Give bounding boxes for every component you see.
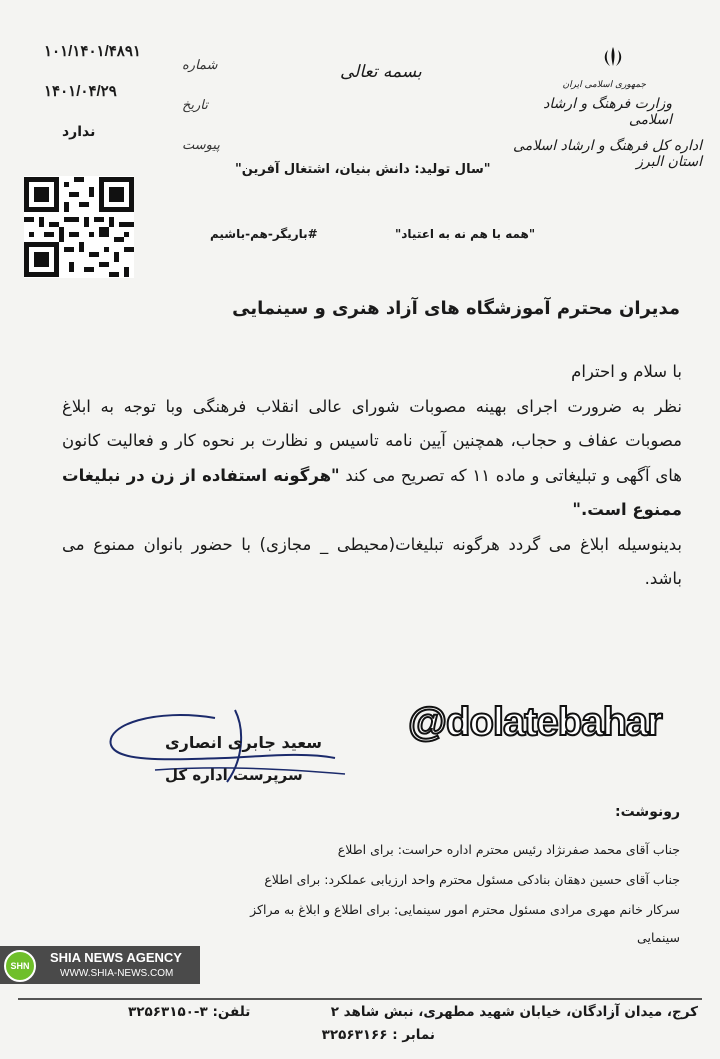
letter-number: ۱۰۱/۱۴۰۱/۴۸۹۱ bbox=[44, 43, 141, 60]
cc-line: جناب آقای محمد صفرنژاد رئیس محترم اداره حراست: برای اطلاع bbox=[337, 842, 680, 857]
letterhead-office: اداره کل فرهنگ و ارشاد اسلامی استان البرز bbox=[513, 138, 702, 170]
greeting: با سلام و احترام bbox=[571, 362, 682, 381]
body-paragraph bbox=[62, 390, 682, 528]
letter-body bbox=[62, 355, 682, 597]
cc-line: سینمایی bbox=[637, 930, 680, 945]
body-text-before: نظر به ضرورت اجرای بهینه مصوبات شورای عالی انقلاب فرهنگی وبا توجه به ابلاغ مصوبات عفاف و حجاب، همچنین آیین نامه تاسیس و نظارت بر نحوه کار و فعالیت کانون های آگهی و تبلیغاتی و ماده ۱۱ که تصریح می کند bbox=[62, 396, 682, 485]
anti-addiction-slogan: "همه با هم نه به اعتیاد" bbox=[395, 227, 536, 241]
letterhead-ministry: وزارت فرهنگ و ارشاد اسلامی bbox=[543, 96, 672, 128]
number-label: شماره bbox=[182, 58, 218, 73]
footer-telephone: تلفن: ۳-۳۲۵۶۳۱۵۰ bbox=[128, 1004, 251, 1020]
date-label: تاریخ bbox=[182, 98, 208, 113]
qr-code bbox=[24, 176, 134, 278]
letter-date: ۱۴۰۱/۰۴/۲۹ bbox=[44, 83, 117, 100]
agency-logo: SHN bbox=[4, 950, 36, 982]
year-slogan: "سال تولید: دانش بنیان، اشتغال آفرین" bbox=[235, 162, 491, 177]
footer-address: کرج، میدان آزادگان، خیابان شهید مطهری، نبش شاهد ۲ bbox=[330, 1004, 698, 1020]
cc-line: سرکار خانم مهری مرادی مسئول محترم امور سینمایی: برای اطلاع و ابلاغ به مراکز bbox=[250, 902, 680, 917]
footer-divider bbox=[18, 998, 702, 1000]
letterhead bbox=[502, 44, 702, 170]
signer-title: سرپرست اداره کل bbox=[165, 766, 303, 784]
signer-name: سعید جابری انصاری bbox=[165, 733, 322, 752]
hashtag-slogan: #باریگر-هم-باشیم bbox=[210, 227, 318, 241]
recipient-heading: مدیران محترم آموزشگاه های آزاد هنری و سینمایی bbox=[232, 298, 680, 319]
agency-url: WWW.SHIA-NEWS.COM bbox=[60, 968, 174, 979]
attachment-label: پیوست bbox=[182, 138, 220, 153]
iran-emblem-icon bbox=[600, 44, 626, 70]
letter-attachment: ندارد bbox=[62, 124, 96, 140]
agency-name: SHIA NEWS AGENCY bbox=[50, 950, 182, 965]
ban-statement: "هرگونه استفاده از زن در نبلیغات ممنوع است." bbox=[62, 465, 682, 519]
watermark: @dolatebahar bbox=[408, 700, 662, 744]
cc-line: جناب آقای حسین دهقان بنادکی مسئول محترم واحد ارزیابی عملکرد: برای اطلاع bbox=[264, 872, 680, 887]
basmala: بسمه تعالی bbox=[340, 62, 422, 82]
letterhead-country: جمهوری اسلامی ایران bbox=[562, 80, 646, 90]
cc-heading: رونوشت: bbox=[615, 804, 680, 820]
footer-fax: نمابر : ۳۲۵۶۳۱۶۶ bbox=[321, 1027, 435, 1043]
body-conclusion: بدینوسیله ابلاغ می گردد هرگونه تبلیغات(محیطی _ مجازی) با حضور بانوان ممنوع می باشد. bbox=[62, 534, 682, 588]
